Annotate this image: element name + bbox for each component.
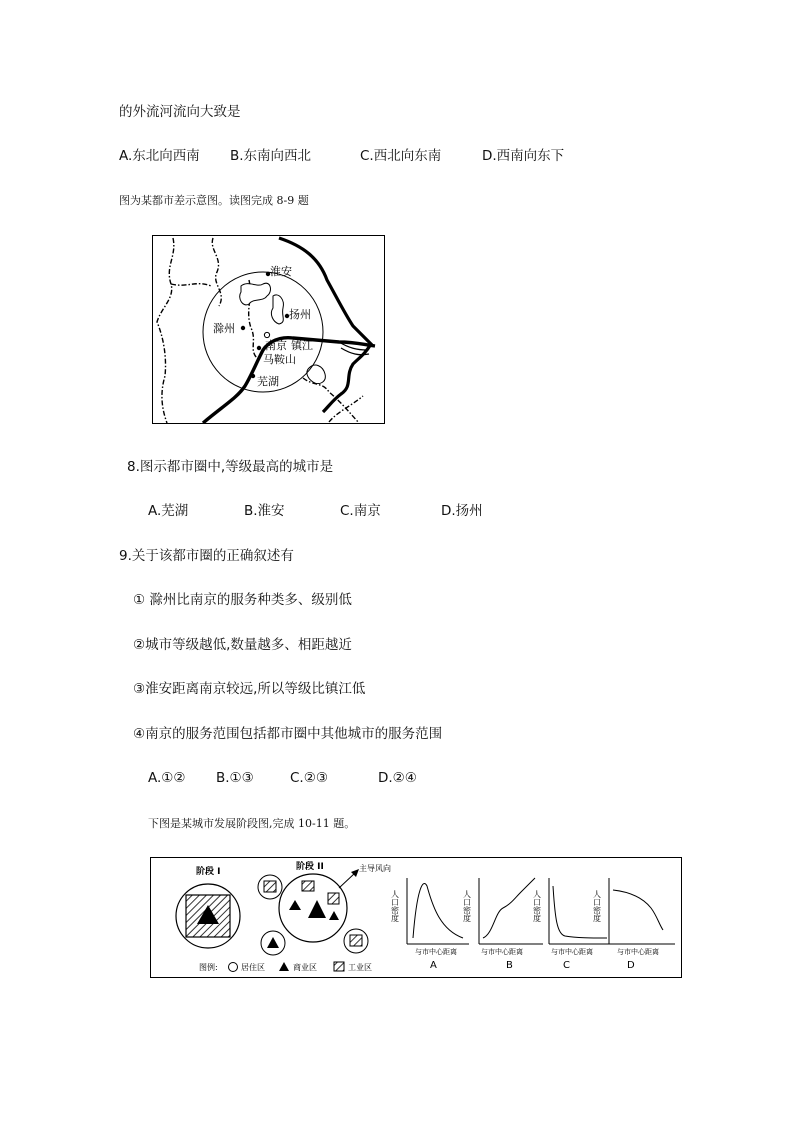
wind-arrow-shaft bbox=[339, 873, 355, 888]
lake-hongze bbox=[240, 283, 271, 305]
stage2-industrial-1 bbox=[302, 881, 314, 891]
legend-residential: 居住区 bbox=[241, 963, 265, 972]
legend-commercial-symbol bbox=[279, 962, 289, 971]
q7-stem-tail: 的外流河流向大致是 bbox=[119, 104, 241, 120]
graph-d-xlabel: 与市中心距离 bbox=[617, 948, 659, 956]
graph-a-xlabel: 与市中心距离 bbox=[415, 948, 457, 956]
graph-c-label: C bbox=[563, 960, 570, 971]
q9-option-d: D.②④ bbox=[378, 770, 417, 786]
map-intro: 图为某都市差示意图。读图完成 8-9 题 bbox=[119, 194, 309, 207]
stage2-commercial-2 bbox=[329, 911, 339, 920]
q8-option-a: A.芜湖 bbox=[148, 503, 189, 519]
legend-commercial: 商业区 bbox=[293, 963, 317, 972]
stage2-label: 阶段 II bbox=[296, 862, 324, 872]
metro-map-drawing bbox=[153, 236, 384, 423]
lake-tai bbox=[307, 365, 325, 383]
boundary-east bbox=[303, 378, 359, 423]
graph-d-curve bbox=[613, 890, 663, 930]
city-stage-drawing bbox=[151, 858, 681, 977]
q9-statement-1: ① 滁州比南京的服务种类多、级别低 bbox=[133, 592, 352, 608]
map-label-huaian: 淮安 bbox=[270, 265, 292, 278]
graph-b-label: B bbox=[506, 960, 513, 971]
map-label-maanshan: 马鞍山 bbox=[263, 353, 296, 366]
graph-a bbox=[391, 878, 470, 971]
q8-option-d: D.扬州 bbox=[441, 503, 483, 519]
legend-industrial: 工业区 bbox=[348, 963, 372, 972]
map-label-yangzhou: 扬州 bbox=[289, 308, 311, 321]
stage2-commercial-1 bbox=[289, 900, 301, 910]
q7-option-c: C.西北向东南 bbox=[360, 148, 442, 164]
q9-statement-3: ③淮安距离南京较远,所以等级比镇江低 bbox=[133, 681, 366, 697]
q9-option-a: A.①② bbox=[148, 770, 186, 786]
metro-map bbox=[152, 235, 385, 424]
stage2-satellite-2-commercial bbox=[267, 937, 279, 948]
map-label-nanjing: 南京 bbox=[265, 339, 287, 352]
q9-option-c: C.②③ bbox=[290, 770, 328, 786]
boundary-mid bbox=[171, 284, 211, 286]
graph-b-curve bbox=[483, 878, 535, 938]
graph-b-xlabel: 与市中心距离 bbox=[481, 948, 523, 956]
q7-option-a: A.东北向西南 bbox=[119, 148, 200, 164]
graph-d-label: D bbox=[627, 960, 635, 971]
city-dot-maanshan bbox=[257, 346, 261, 350]
stage1-label: 阶段 I bbox=[196, 867, 221, 877]
map-label-chuzhou: 滁州 bbox=[213, 322, 235, 335]
city-dot-chuzhou bbox=[241, 326, 245, 330]
q9-stem: 9.关于该都市圈的正确叙述有 bbox=[119, 548, 294, 564]
graph-c-xlabel: 与市中心距离 bbox=[551, 948, 593, 956]
stage-intro: 下图是某城市发展阶段图,完成 10-11 题。 bbox=[148, 817, 356, 830]
q8-option-b: B.淮安 bbox=[244, 503, 285, 519]
q7-option-d: D.西南向东下 bbox=[482, 148, 565, 164]
graph-b bbox=[463, 878, 544, 971]
city-dot-wuhu bbox=[251, 374, 255, 378]
q8-stem: 8.图示都市圈中,等级最高的城市是 bbox=[127, 459, 334, 475]
lake-gaoyou bbox=[271, 295, 283, 324]
map-label-wuhu: 芜湖 bbox=[257, 375, 279, 388]
boundary-west bbox=[157, 238, 174, 423]
legend-residential-symbol bbox=[229, 963, 238, 972]
graph-c-ylabel: 人口密度 bbox=[532, 890, 542, 922]
graph-d-ylabel: 人口密度 bbox=[592, 890, 602, 922]
q7-option-b: B.东南向西北 bbox=[230, 148, 312, 164]
q9-statement-4: ④南京的服务范围包括都市圈中其他城市的服务范围 bbox=[133, 726, 443, 742]
wind-label: 主导风向 bbox=[359, 864, 391, 873]
q9-option-b: B.①③ bbox=[216, 770, 254, 786]
legend-prefix: 图例: bbox=[199, 963, 218, 972]
graph-a-label: A bbox=[430, 960, 437, 971]
stage2-commercial-main bbox=[308, 900, 326, 918]
graph-b-ylabel: 人口密度 bbox=[462, 890, 472, 922]
legend-industrial-symbol bbox=[334, 962, 344, 971]
stage2-satellite-3-industrial bbox=[350, 935, 362, 946]
graph-d bbox=[593, 878, 676, 971]
city-dot-nanjing bbox=[264, 332, 269, 337]
stage2-industrial-2 bbox=[328, 893, 339, 904]
city-stage-figure bbox=[150, 857, 682, 978]
graph-a-ylabel: 人口密度 bbox=[390, 890, 400, 922]
coastline bbox=[279, 238, 371, 412]
graph-a-curve bbox=[413, 884, 463, 938]
q9-statement-2: ②城市等级越低,数量越多、相距越近 bbox=[133, 637, 352, 653]
map-label-zhenjiang: 镇江 bbox=[291, 339, 313, 352]
q8-option-c: C.南京 bbox=[340, 503, 381, 519]
boundary-north bbox=[212, 238, 221, 306]
stage2-satellite-1-industrial bbox=[264, 881, 276, 892]
